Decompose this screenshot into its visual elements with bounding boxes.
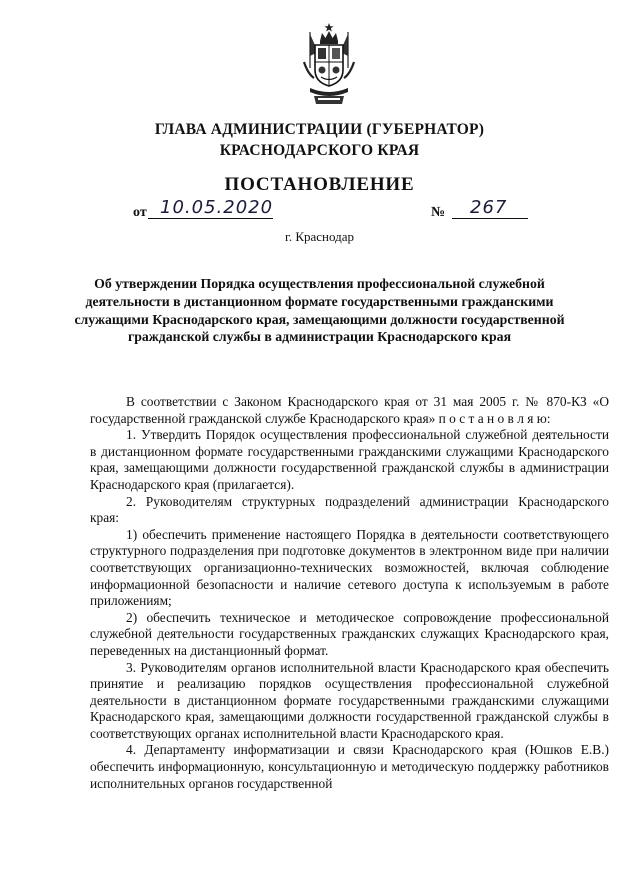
number-underline [452,218,528,219]
number-label: № [431,205,446,220]
body-paragraph: 2) обеспечить техническое и методическое сопровождение профессиональной служебной деятельности государственных гражданских служащих Краснодарского края, переведенных на дистанционный формат. [90,609,609,658]
body-paragraph: 4. Департаменту информатизации и связи Краснодарского края (Юшков Е.В.) обеспечить информационную, консультационную и методическую поддержку работников исполнительных органов государственной [90,742,609,791]
date-label: от [133,205,147,220]
handwritten-date: 10.05.2020 [160,197,274,218]
body-paragraph: В соответствии с Законом Краснодарского края от 31 мая 2005 г. № 870-КЗ «О государственной гражданской службе Краснодарского края» п о с т а н о в л я ю: [90,394,609,426]
authority-title-line2: КРАСНОДАРСКОГО КРАЯ [219,142,420,159]
document-title: Об утверждении Порядка осуществления профессиональной служебной деятельности в дистанционном формате государственными гражданскими служащими Краснодарского края, замещающими должности государственной гражданской службы в администрации Краснодарского края [74,276,565,345]
body-paragraph: 1. Утвердить Порядок осуществления профессиональной служебной деятельности в дистанционном формате государственными гражданскими служащими Краснодарского края, замещающими должности государственной гражданской службы в администрации Краснодарского края (прилагается). [90,427,609,492]
date-underline [148,218,273,219]
body-paragraph: 1) обеспечить применение настоящего Порядка в деятельности соответствующего структурного подразделения при подготовке документов в электронном виде при наличии соответствующих организационно-технических возможностей, включая соблюдение информационной безопасности и наличие сетевого доступа к используемым в работе приложениям; [90,526,609,609]
document-type-heading: ПОСТАНОВЛЕНИЕ [224,174,415,195]
handwritten-number: 267 [470,197,508,218]
body-paragraph: 3. Руководителям органов исполнительной власти Краснодарского края обеспечить принятие и реализацию порядков осуществления профессиональной служебной деятельности в дистанционном формате государственными гражданскими служащими Краснодарского края, замещающими должности государственной гражданской службы в соответствующих органах исполнительной власти Краснодарского края. [90,659,609,741]
body-paragraph: 2. Руководителям структурных подразделений администрации Краснодарского края: [90,493,609,526]
document-body [90,394,609,792]
city-line: г. Краснодар [284,229,355,244]
coat-of-arms-emblem [296,22,362,108]
authority-title-line1: ГЛАВА АДМИНИСТРАЦИИ (ГУБЕРНАТОР) [154,121,485,138]
